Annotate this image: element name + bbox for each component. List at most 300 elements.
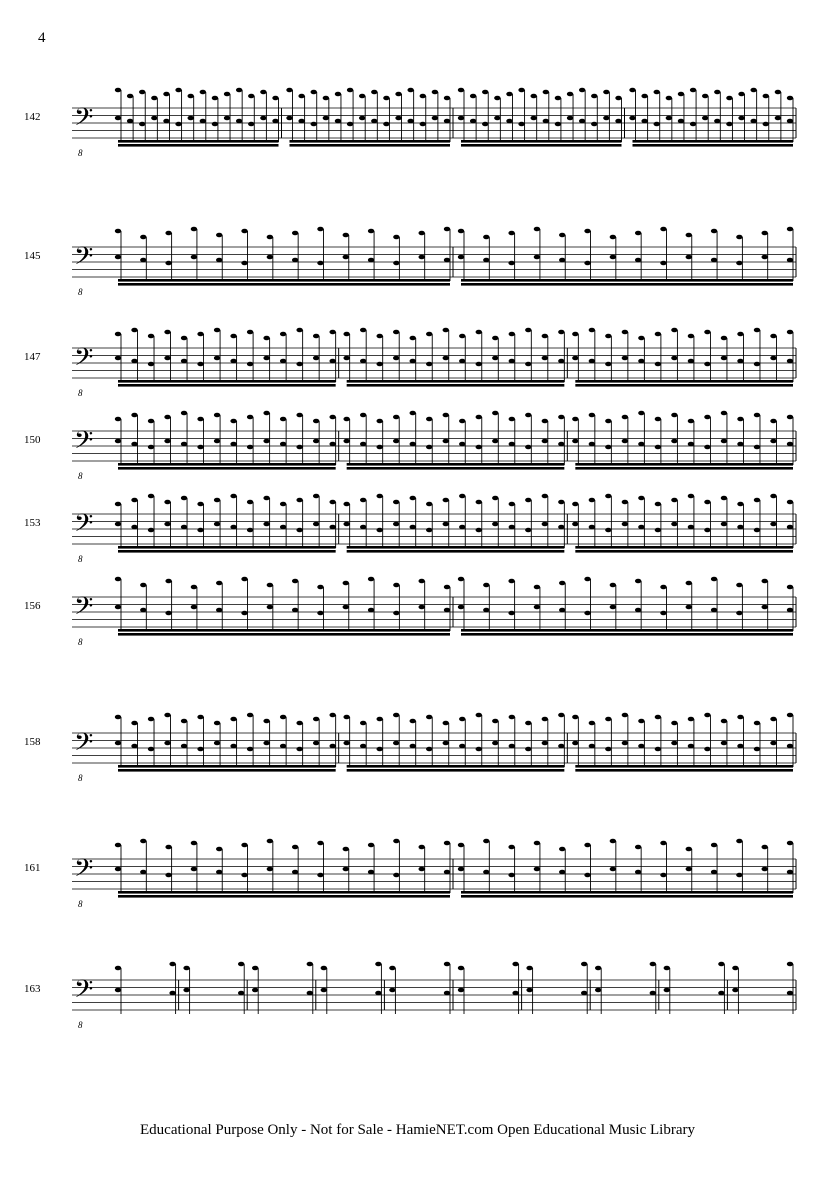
note-head	[787, 227, 793, 232]
note-head	[572, 502, 578, 507]
note-head	[509, 332, 515, 337]
note-head	[360, 721, 366, 726]
note-head	[148, 419, 154, 424]
note-head	[115, 522, 121, 527]
note-head	[191, 841, 197, 846]
note-head	[525, 747, 531, 752]
note-head	[558, 744, 564, 749]
note-head	[711, 258, 717, 263]
note-head	[591, 94, 597, 99]
note-head	[329, 442, 335, 447]
note-head	[383, 122, 389, 127]
note-head	[169, 991, 175, 996]
note-head	[148, 494, 154, 499]
note-head	[115, 439, 121, 444]
note-head	[732, 988, 738, 993]
note-head	[296, 528, 302, 533]
measure-number: 150	[24, 434, 41, 446]
note-head	[704, 500, 710, 505]
note-head	[359, 116, 365, 121]
note-head	[605, 528, 611, 533]
note-head	[558, 415, 564, 420]
bass-clef-icon: 𝄢	[74, 975, 94, 1010]
note-head	[236, 88, 242, 93]
note-head	[260, 90, 266, 95]
note-head	[214, 439, 220, 444]
note-head	[787, 119, 793, 124]
note-head	[572, 715, 578, 720]
note-head	[444, 119, 450, 124]
note-head	[787, 500, 793, 505]
note-head	[313, 741, 319, 746]
measure-number: 153	[24, 517, 41, 529]
note-head	[280, 502, 286, 507]
note-head	[115, 332, 121, 337]
note-head	[393, 415, 399, 420]
note-head	[509, 417, 515, 422]
note-head	[286, 116, 292, 121]
note-head	[280, 744, 286, 749]
note-head	[313, 439, 319, 444]
note-head	[525, 721, 531, 726]
note-head	[371, 90, 377, 95]
note-head	[761, 867, 767, 872]
note-head	[230, 717, 236, 722]
note-head	[704, 330, 710, 335]
note-head	[589, 359, 595, 364]
note-head	[775, 116, 781, 121]
note-head	[426, 332, 432, 337]
note-head	[584, 873, 590, 878]
note-head	[605, 717, 611, 722]
note-head	[711, 229, 717, 234]
note-head	[787, 359, 793, 364]
note-head	[165, 261, 171, 266]
note-head	[572, 356, 578, 361]
note-head	[635, 579, 641, 584]
note-head	[458, 988, 464, 993]
note-head	[247, 415, 253, 420]
beam	[290, 140, 451, 143]
beam	[118, 279, 450, 282]
beam	[461, 279, 793, 282]
note-head	[732, 966, 738, 971]
note-head	[770, 334, 776, 339]
beam	[575, 769, 793, 772]
note-head	[347, 88, 353, 93]
note-head	[148, 445, 154, 450]
note-head	[296, 445, 302, 450]
note-head	[543, 119, 549, 124]
note-head	[660, 585, 666, 590]
beam	[633, 144, 794, 147]
note-head	[655, 445, 661, 450]
note-head	[690, 122, 696, 127]
measure-number: 161	[24, 862, 41, 874]
note-head	[525, 498, 531, 503]
note-head	[688, 717, 694, 722]
beam	[461, 140, 622, 143]
note-head	[407, 119, 413, 124]
note-head	[558, 500, 564, 505]
beam	[347, 769, 565, 772]
note-head	[216, 870, 222, 875]
note-head	[443, 328, 449, 333]
note-head	[492, 741, 498, 746]
note-head	[589, 498, 595, 503]
note-head	[664, 988, 670, 993]
note-head	[280, 417, 286, 422]
note-head	[671, 328, 677, 333]
note-head	[508, 231, 514, 236]
note-head	[638, 336, 644, 341]
note-head	[426, 715, 432, 720]
note-head	[164, 713, 170, 718]
note-head	[131, 359, 137, 364]
note-head	[534, 867, 540, 872]
note-head	[329, 415, 335, 420]
note-head	[671, 721, 677, 726]
note-head	[718, 962, 724, 967]
note-head	[230, 525, 236, 530]
note-head	[525, 328, 531, 333]
note-head	[214, 356, 220, 361]
note-head	[371, 119, 377, 124]
beam	[290, 144, 451, 147]
note-head	[686, 581, 692, 586]
note-head	[605, 334, 611, 339]
note-head	[115, 577, 121, 582]
note-head	[605, 419, 611, 424]
note-head	[678, 92, 684, 97]
note-head	[567, 116, 573, 121]
beam	[118, 144, 279, 147]
note-head	[343, 356, 349, 361]
note-head	[567, 92, 573, 97]
note-head	[191, 227, 197, 232]
note-head	[263, 356, 269, 361]
note-head	[272, 96, 278, 101]
note-head	[512, 962, 518, 967]
note-head	[115, 843, 121, 848]
note-head	[292, 870, 298, 875]
note-head	[444, 608, 450, 613]
note-head	[115, 966, 121, 971]
note-head	[518, 122, 524, 127]
note-head	[418, 579, 424, 584]
note-head	[181, 496, 187, 501]
note-head	[622, 439, 628, 444]
note-head	[343, 715, 349, 720]
note-head	[584, 229, 590, 234]
note-head	[163, 119, 169, 124]
note-head	[572, 439, 578, 444]
note-head	[317, 873, 323, 878]
note-head	[704, 445, 710, 450]
note-head	[638, 411, 644, 416]
note-head	[296, 413, 302, 418]
note-head	[313, 334, 319, 339]
note-head	[581, 991, 587, 996]
note-head	[230, 744, 236, 749]
note-head	[393, 713, 399, 718]
note-head	[197, 747, 203, 752]
note-head	[655, 362, 661, 367]
note-head	[754, 413, 760, 418]
note-head	[761, 255, 767, 260]
note-head	[655, 332, 661, 337]
note-head	[770, 522, 776, 527]
note-head	[506, 92, 512, 97]
note-head	[313, 419, 319, 424]
note-head	[241, 577, 247, 582]
note-head	[329, 359, 335, 364]
note-head	[754, 362, 760, 367]
note-head	[165, 611, 171, 616]
note-head	[151, 96, 157, 101]
bass-clef-icon: 𝄢	[74, 854, 94, 889]
note-head	[148, 717, 154, 722]
note-head	[393, 439, 399, 444]
note-head	[530, 116, 536, 121]
note-head	[317, 841, 323, 846]
note-head	[787, 991, 793, 996]
note-head	[714, 119, 720, 124]
note-head	[458, 116, 464, 121]
note-head	[296, 747, 302, 752]
note-head	[131, 442, 137, 447]
note-head	[214, 721, 220, 726]
note-head	[329, 525, 335, 530]
note-head	[509, 502, 515, 507]
note-head	[671, 413, 677, 418]
note-head	[787, 442, 793, 447]
note-head	[492, 719, 498, 724]
bass-clef-icon: 𝄢	[74, 426, 94, 461]
note-head	[770, 741, 776, 746]
note-head	[115, 417, 121, 422]
note-head	[197, 715, 203, 720]
note-head	[559, 870, 565, 875]
note-head	[534, 227, 540, 232]
note-head	[492, 522, 498, 527]
note-head	[688, 525, 694, 530]
note-head	[140, 235, 146, 240]
note-head	[317, 611, 323, 616]
note-head	[197, 362, 203, 367]
note-head	[230, 359, 236, 364]
note-head	[360, 744, 366, 749]
note-head	[214, 413, 220, 418]
note-head	[622, 741, 628, 746]
note-head	[738, 92, 744, 97]
note-head	[512, 991, 518, 996]
note-head	[115, 605, 121, 610]
note-head	[252, 988, 258, 993]
note-head	[443, 498, 449, 503]
note-head	[610, 235, 616, 240]
note-head	[335, 119, 341, 124]
note-head	[115, 356, 121, 361]
note-head	[476, 415, 482, 420]
note-head	[638, 744, 644, 749]
note-head	[131, 525, 137, 530]
note-head	[432, 116, 438, 121]
note-head	[542, 717, 548, 722]
note-head	[459, 525, 465, 530]
beam	[575, 765, 793, 768]
note-head	[224, 116, 230, 121]
note-head	[603, 116, 609, 121]
note-head	[476, 362, 482, 367]
note-head	[212, 96, 218, 101]
note-head	[610, 867, 616, 872]
note-head	[236, 119, 242, 124]
note-head	[292, 608, 298, 613]
note-head	[395, 116, 401, 121]
note-head	[393, 356, 399, 361]
note-head	[151, 116, 157, 121]
note-head	[787, 330, 793, 335]
note-head	[443, 413, 449, 418]
note-head	[542, 494, 548, 499]
octave-mark: 8	[78, 637, 83, 647]
note-head	[267, 605, 273, 610]
note-head	[584, 611, 590, 616]
beam	[118, 633, 450, 636]
note-head	[191, 867, 197, 872]
note-head	[483, 608, 489, 613]
note-head	[671, 522, 677, 527]
note-head	[754, 747, 760, 752]
note-head	[393, 741, 399, 746]
note-head	[584, 843, 590, 848]
measure-number: 147	[24, 351, 41, 363]
note-head	[267, 839, 273, 844]
note-head	[542, 356, 548, 361]
note-head	[761, 579, 767, 584]
note-head	[444, 96, 450, 101]
note-head	[525, 413, 531, 418]
note-head	[542, 522, 548, 527]
note-head	[622, 522, 628, 527]
note-head	[410, 411, 416, 416]
note-head	[238, 962, 244, 967]
note-head	[459, 442, 465, 447]
note-head	[164, 356, 170, 361]
note-head	[247, 528, 253, 533]
note-head	[688, 419, 694, 424]
note-head	[164, 741, 170, 746]
note-head	[343, 522, 349, 527]
note-head	[175, 88, 181, 93]
note-head	[558, 442, 564, 447]
note-head	[307, 991, 313, 996]
note-head	[298, 119, 304, 124]
note-head	[666, 116, 672, 121]
note-head	[444, 841, 450, 846]
note-head	[216, 608, 222, 613]
note-head	[444, 962, 450, 967]
note-head	[476, 445, 482, 450]
note-head	[737, 525, 743, 530]
note-head	[775, 90, 781, 95]
note-head	[622, 500, 628, 505]
note-head	[476, 747, 482, 752]
note-head	[191, 255, 197, 260]
note-head	[482, 90, 488, 95]
footer-text: Educational Purpose Only - Not for Sale - HamieNET.com Open Educational Music Library	[140, 1122, 695, 1138]
note-head	[702, 94, 708, 99]
beam	[118, 765, 336, 768]
note-head	[280, 332, 286, 337]
note-head	[509, 744, 515, 749]
note-head	[660, 611, 666, 616]
note-head	[534, 605, 540, 610]
note-head	[368, 870, 374, 875]
note-head	[688, 744, 694, 749]
note-head	[615, 96, 621, 101]
note-head	[726, 122, 732, 127]
octave-mark: 8	[78, 287, 83, 297]
note-head	[688, 359, 694, 364]
note-head	[761, 845, 767, 850]
note-head	[641, 94, 647, 99]
note-head	[197, 502, 203, 507]
page-number: 4	[38, 30, 46, 46]
note-head	[360, 498, 366, 503]
note-head	[492, 336, 498, 341]
note-head	[410, 442, 416, 447]
note-head	[311, 122, 317, 127]
note-head	[321, 988, 327, 993]
note-head	[638, 442, 644, 447]
note-head	[711, 843, 717, 848]
note-head	[559, 258, 565, 263]
note-head	[736, 873, 742, 878]
note-head	[317, 261, 323, 266]
beam	[461, 144, 622, 147]
note-head	[671, 498, 677, 503]
note-head	[787, 841, 793, 846]
note-head	[476, 528, 482, 533]
note-head	[579, 88, 585, 93]
note-head	[216, 258, 222, 263]
note-head	[163, 92, 169, 97]
note-head	[534, 585, 540, 590]
note-head	[148, 362, 154, 367]
note-head	[688, 494, 694, 499]
note-head	[280, 442, 286, 447]
note-head	[410, 744, 416, 749]
note-head	[714, 90, 720, 95]
note-head	[711, 870, 717, 875]
note-head	[321, 966, 327, 971]
note-head	[169, 962, 175, 967]
note-head	[770, 439, 776, 444]
note-head	[418, 845, 424, 850]
beam	[118, 629, 450, 632]
note-head	[572, 332, 578, 337]
octave-mark: 8	[78, 388, 83, 398]
note-head	[444, 258, 450, 263]
note-head	[591, 122, 597, 127]
note-head	[605, 362, 611, 367]
note-head	[459, 744, 465, 749]
note-head	[383, 96, 389, 101]
note-head	[508, 611, 514, 616]
note-head	[343, 741, 349, 746]
